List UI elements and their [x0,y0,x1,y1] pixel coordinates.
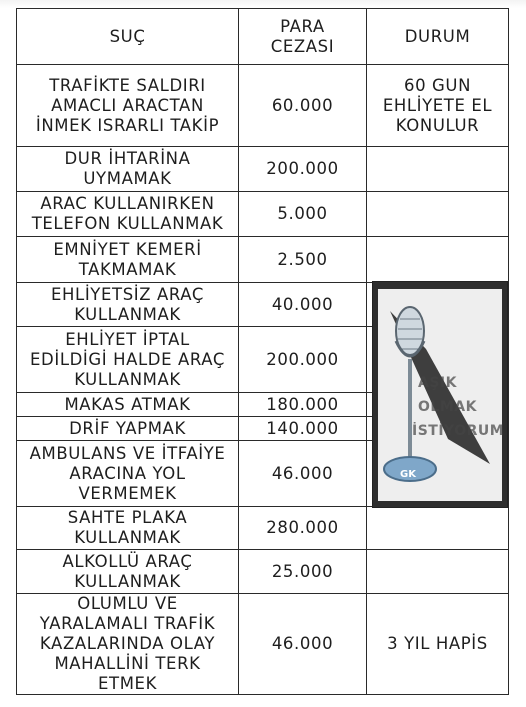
table-row [17,237,509,283]
table-row [17,507,509,550]
table-header-row [17,9,509,65]
fine-cell: 180.000 [239,393,367,417]
crime-cell: ALKOLLÜ ARAÇ KULLANMAK [17,550,239,594]
status-cell: 3 YIL HAPİS [367,594,509,695]
status-cell: 60 GUN EHLİYETE EL KONULUR [367,65,509,147]
watermark-line-3: İSTİYORUM [412,423,505,439]
fine-cell: 46.000 [239,441,367,507]
fine-cell: 60.000 [239,65,367,147]
header-status: DURUM [367,9,509,65]
table-row [17,147,509,192]
header-crime: SUÇ [17,9,239,65]
crime-cell: OLUMLU VE YARALAMALI TRAFİK KAZALARINDA OLAY MAHALLİNİ TERK ETMEK [17,594,239,695]
status-cell [367,550,509,594]
status-cell [367,237,509,283]
crime-cell: TRAFİKTE SALDIRI AMACLI ARACTAN İNMEK ISRARLI TAKİP [17,65,239,147]
status-cell [367,192,509,237]
watermark-panel [378,289,505,501]
table-row [17,192,509,237]
crime-cell: ARAC KULLANIRKEN TELEFON KULLANMAK [17,192,239,237]
fine-cell: 200.000 [239,147,367,192]
watermark-logo [372,281,508,508]
crime-cell: DUR İHTARİNA UYMAMAK [17,147,239,192]
crime-cell: SAHTE PLAKA KULLANMAK [17,507,239,550]
watermark-line-1: AŞIK [418,375,457,391]
fine-cell: 280.000 [239,507,367,550]
watermark-badge: GK [400,469,416,480]
fine-cell: 25.000 [239,550,367,594]
crime-cell: DRİF YAPMAK [17,417,239,441]
crime-cell: MAKAS ATMAK [17,393,239,417]
crime-cell: EMNİYET KEMERİ TAKMAMAK [17,237,239,283]
crime-cell: EHLİYETSİZ ARAÇ KULLANMAK [17,283,239,327]
microphone-icon [378,289,505,501]
status-cell [367,507,509,550]
fine-cell: 46.000 [239,594,367,695]
table-row [17,550,509,594]
crime-cell: AMBULANS VE İTFAİYE ARACINA YOL VERMEMEK [17,441,239,507]
table-row [17,594,509,695]
watermark-line-2: OLMAK [418,399,477,415]
status-cell [367,147,509,192]
fine-cell: 140.000 [239,417,367,441]
fine-cell: 2.500 [239,237,367,283]
crime-cell: EHLİYET İPTAL EDİLDİGİ HALDE ARAÇ KULLANMAK [17,327,239,393]
fine-cell: 40.000 [239,283,367,327]
fine-cell: 200.000 [239,327,367,393]
header-fine: PARA CEZASI [239,9,367,65]
fine-cell: 5.000 [239,192,367,237]
table-row [17,65,509,147]
